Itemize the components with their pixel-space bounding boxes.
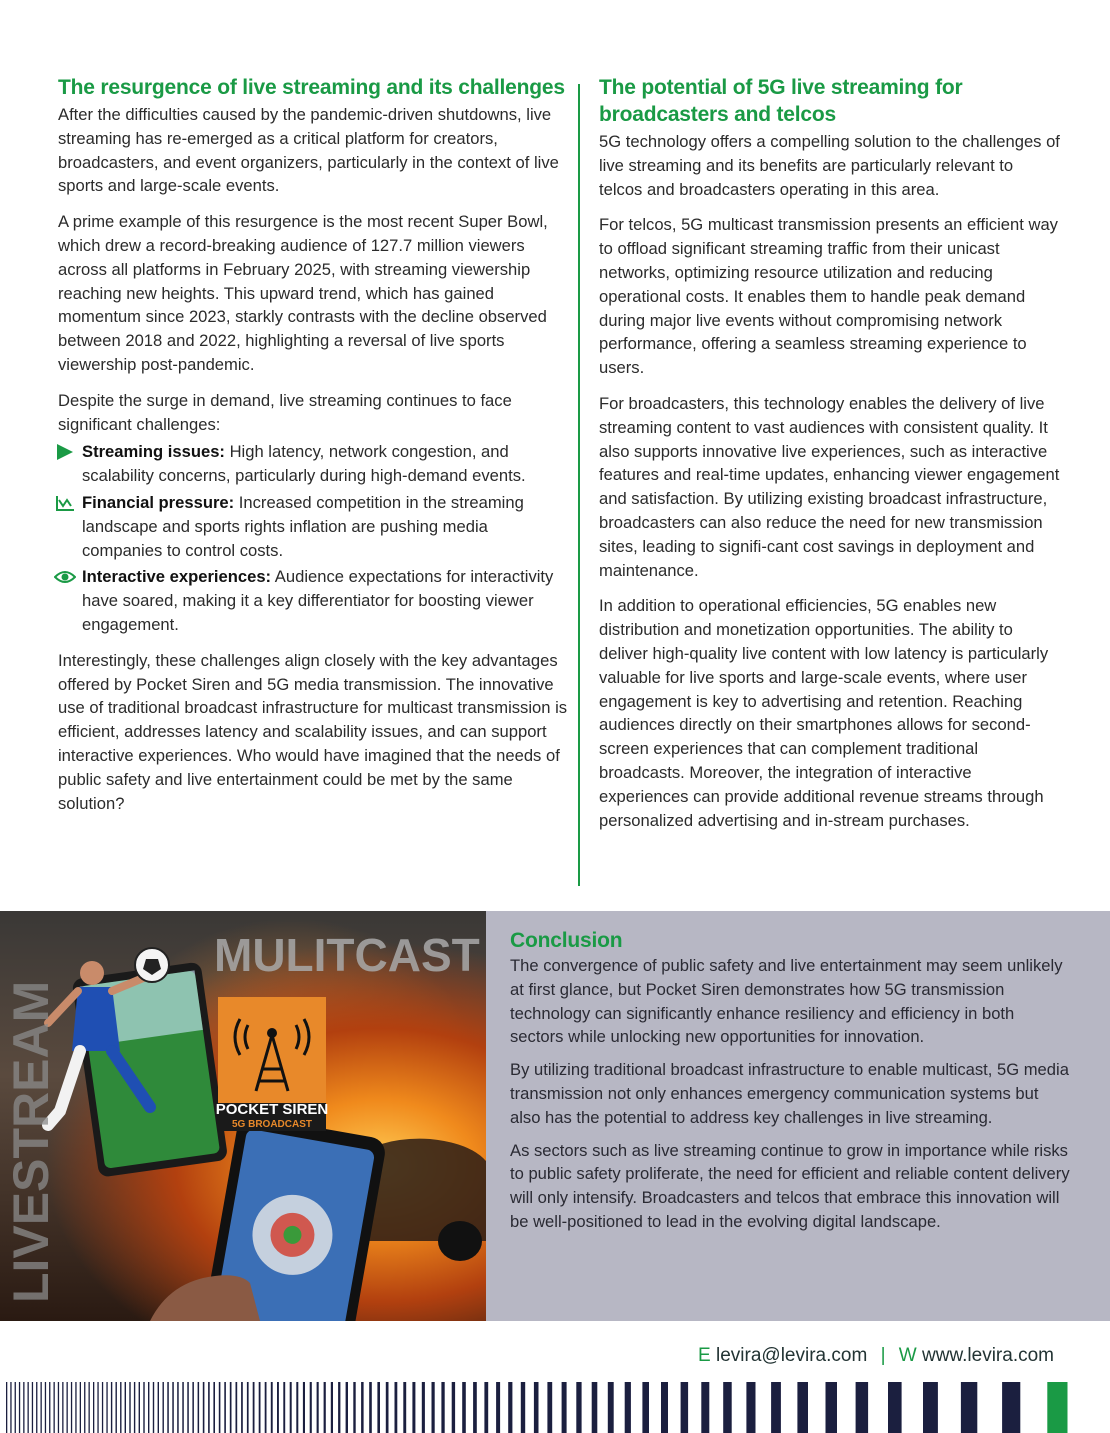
barcode-bar [484, 1382, 488, 1433]
barcode-bar [441, 1382, 444, 1433]
barcode-bar [111, 1382, 112, 1433]
section-heading-resurgence: The resurgence of live streaming and its challenges [58, 76, 565, 99]
web-key: W [898, 1345, 917, 1366]
barcode-bar [247, 1382, 249, 1433]
barcode-bar [75, 1382, 76, 1433]
barcode-bar [172, 1382, 174, 1433]
barcode-bar [856, 1382, 869, 1433]
bullet-title: Streaming issues: [82, 442, 225, 462]
bottom-band [0, 911, 1110, 1321]
barcode-bar [163, 1382, 164, 1433]
barcode-bar [386, 1382, 389, 1433]
barcode-bar [259, 1382, 261, 1433]
barcode-bar [361, 1382, 364, 1433]
barcode-bar [67, 1382, 68, 1433]
contact-separator: | [880, 1345, 886, 1366]
left-column [58, 74, 568, 827]
barcode-bar [58, 1382, 59, 1433]
barcode-bar [10, 1382, 11, 1433]
barcode-bar [534, 1382, 539, 1433]
barcode-bar [283, 1382, 285, 1433]
barcode-bar [153, 1382, 154, 1433]
barcode-bar [45, 1382, 46, 1433]
barcode-bar [6, 1382, 7, 1433]
barcode-bar [167, 1382, 169, 1433]
barcode-bar [1047, 1382, 1067, 1433]
barcode-bar [224, 1382, 226, 1433]
eye-icon [54, 568, 76, 586]
barcode-bar [89, 1382, 90, 1433]
barcode-bar [353, 1382, 355, 1433]
bullet-text: Audience expectations for interactivity have soared, making it a key differentiator for boosting viewer engagement. [82, 567, 554, 634]
email-link[interactable]: levira@levira.com [716, 1345, 868, 1366]
barcode-bar [49, 1382, 50, 1433]
barcode-bar [106, 1382, 107, 1433]
barcode-bar [192, 1382, 194, 1433]
barcode-bar [452, 1382, 455, 1433]
barcode-bar [547, 1382, 552, 1433]
barcode-bar [271, 1382, 273, 1433]
barcode-bar [346, 1382, 348, 1433]
barcode-bar [642, 1382, 649, 1433]
barcode-bar [139, 1382, 140, 1433]
barcode-bar [562, 1382, 567, 1433]
barcode-bar [62, 1382, 63, 1433]
barcode-bar [129, 1382, 130, 1433]
barcode-bar [36, 1382, 37, 1433]
paragraph: For broadcasters, this technology enables the delivery of live streaming content to vast audiences with consistent quality. It also supports innovative live experiences, such as interactive features and real-time updates, enhancing viewer engagement and satisfaction. By utilizing existing broadcast infrastructure, broadcasters can also reduce the need for new transmission sites, leading to signifi-cant cost savings in deployment and maintenance. [599, 393, 1060, 580]
barcode-bar [177, 1382, 179, 1433]
barcode-bar [422, 1382, 425, 1433]
barcode-bar [198, 1382, 200, 1433]
barcode-bar [496, 1382, 500, 1433]
barcode-bar [608, 1382, 614, 1433]
paragraph: For telcos, 5G multicast transmission presents an efficient way to offload significant streaming traffic from their unicast networks, optimizing resource utilization and reducing operational costs. It enables them to handle peak demand during major live events without compromising network performance, offering a seamless streaming experience to users. [599, 215, 1058, 378]
barcode-bar [771, 1382, 781, 1433]
right-column [599, 74, 1061, 844]
decorative-barcode-strip [0, 1382, 1110, 1433]
barcode-bar [303, 1382, 305, 1433]
conclusion-panel [486, 911, 1110, 1321]
paragraph: In addition to operational efficiencies, 5G enables new distribution and monetization opportunities. The ability to deliver high-quality live content with low latency is particularly valuable for live sports and large-scale events, where user engagement is key to advertising and retention. Reaching audiences directly on their smartphones allows for second-screen experiences that can complement traditional broadcasts. Moreover, the integration of interactive experiences can provide additional revenue streams through personalized advertising and in-stream purchases. [599, 596, 1049, 830]
barcode-bar [412, 1382, 415, 1433]
barcode-bar [681, 1382, 689, 1433]
barcode-bar [290, 1382, 292, 1433]
challenges-list [58, 440, 568, 636]
barcode-bar [521, 1382, 525, 1433]
barcode-bar [403, 1382, 406, 1433]
barcode-bar [462, 1382, 466, 1433]
list-item [58, 565, 568, 636]
barcode-bar [377, 1382, 380, 1433]
barcode-bar [213, 1382, 215, 1433]
barcode-bar [219, 1382, 221, 1433]
bullet-text: High latency, network congestion, and scalability concerns, particularly during high-demand events. [82, 442, 526, 486]
brand-subtitle: 5G BROADCAST [231, 1119, 313, 1130]
barcode-bar [97, 1382, 98, 1433]
barcode-bar [93, 1382, 94, 1433]
paragraph: 5G technology offers a compelling solution to the challenges of live streaming and its benefits are particularly relevant to telcos and broadcasters operating in this area. [599, 132, 1060, 199]
column-divider [578, 84, 580, 886]
barcode-bar [797, 1382, 808, 1433]
barcode-bar [701, 1382, 709, 1433]
list-item [58, 440, 568, 488]
barcode-bar [236, 1382, 238, 1433]
barcode-bar [253, 1382, 255, 1433]
barcode-bar [923, 1382, 938, 1433]
paragraph: As sectors such as live streaming continue to grow in importance while risks to public safety proliferate, the need for efficient and reliable content delivery will only intensify. Broadcasters and telcos that embrace this innovation will be well-positioned to lead in the evolving digital landscape. [510, 1140, 1070, 1231]
barcode-bar [625, 1382, 631, 1433]
barcode-bar [120, 1382, 121, 1433]
chart-trend-icon [54, 494, 76, 512]
barcode-bar [296, 1382, 298, 1433]
barcode-bar [277, 1382, 279, 1433]
brand-name: POCKET SIREN [215, 1101, 329, 1118]
barcode-bar [208, 1382, 210, 1433]
barcode-bar [116, 1382, 117, 1433]
barcode-bar [71, 1382, 72, 1433]
barcode-bar [84, 1382, 85, 1433]
barcode-bar [32, 1382, 33, 1433]
barcode-bar [826, 1382, 838, 1433]
bullet-title: Interactive experiences: [82, 567, 272, 587]
livestream-vertical-text: LIVESTREAM [3, 980, 59, 1303]
barcode-bar [102, 1382, 103, 1433]
barcode-bar [54, 1382, 55, 1433]
multicast-overlay-text: MULITCAST [214, 929, 480, 981]
barcode-bar [41, 1382, 42, 1433]
barcode-bar [473, 1382, 477, 1433]
barcode-bar [187, 1382, 189, 1433]
barcode-bar [395, 1382, 398, 1433]
barcode-bar [1002, 1382, 1020, 1433]
barcode-bar [432, 1382, 435, 1433]
barcode-bar [961, 1382, 977, 1433]
barcode-bar [241, 1382, 243, 1433]
paragraph: A prime example of this resurgence is the most recent Super Bowl, which drew a record-breaking audience of 127.7 million viewers across all platforms in February 2025, with streaming viewership reaching new heights. This upward trend, which has gained momentum since 2023, starkly contrasts with the decline observed between 2018 and 2022, highlighting a reversal of live sports viewership post-pandemic. [58, 212, 548, 374]
bullet-text: Increased competition in the streaming landscape and sports rights inflation are pushing media companies to control costs. [82, 492, 524, 560]
paragraph: After the difficulties caused by the pandemic-driven shutdowns, live streaming has re-emerged as a critical platform for creators, broadcasters, and event organizers, particularly in the context of live sports and large-scale events. [58, 105, 559, 196]
barcode-bar [324, 1382, 326, 1433]
barcode-bar [338, 1382, 340, 1433]
paragraph: Despite the surge in demand, live streaming continues to face significant challenges: [58, 390, 512, 434]
bullet-title: Financial pressure: [82, 492, 235, 512]
barcode-bar [888, 1382, 902, 1433]
barcode-bar [158, 1382, 159, 1433]
barcode-bar [310, 1382, 312, 1433]
contact-line [698, 1345, 1054, 1367]
section-heading-5g-potential: The potential of 5G live streaming for broadcasters and telcos [599, 76, 963, 126]
barcode-bar [317, 1382, 319, 1433]
paragraph: Interestingly, these challenges align closely with the key advantages offered by Pocket Siren and 5G media transmission. The innovative use of traditional broadcast infrastructure for multicast transmission is efficient, addresses latency and scalability issues, and can support interactive experiences. Who would have imagined that the needs of public safety and live entertainment could be met by the same solution? [58, 650, 568, 813]
barcode-bar [369, 1382, 372, 1433]
barcode-bar [148, 1382, 149, 1433]
email-key: E [698, 1345, 711, 1366]
barcode-bar [15, 1382, 16, 1433]
barcode-bar [80, 1382, 81, 1433]
barcode-bar [125, 1382, 126, 1433]
barcode-bar [661, 1382, 668, 1433]
conclusion-heading: Conclusion [510, 929, 623, 952]
list-item [58, 491, 568, 562]
barcode-bar [723, 1382, 732, 1433]
promo-collage-image [0, 911, 486, 1321]
barcode-bar [143, 1382, 144, 1433]
barcode-bar [28, 1382, 29, 1433]
collage-art [0, 911, 486, 1321]
barcode-bar [134, 1382, 135, 1433]
website-link[interactable]: www.levira.com [922, 1345, 1054, 1366]
paragraph: The convergence of public safety and live entertainment may seem unlikely at first glance, but Pocket Siren demonstrates how 5G transmission technology can significantly enhance resiliency and efficiency in both sectors while unlocking new opportunities for innovation. [510, 956, 1063, 1047]
barcode-bar [331, 1382, 333, 1433]
barcode-bar [23, 1382, 24, 1433]
barcode-bar [203, 1382, 205, 1433]
barcode-bar [576, 1382, 581, 1433]
barcode-bar [746, 1382, 755, 1433]
play-triangle-icon [54, 443, 76, 461]
barcode-bar [19, 1382, 20, 1433]
barcode-bar [592, 1382, 598, 1433]
paragraph: By utilizing traditional broadcast infrastructure to enable multicast, 5G media transmission not only enhances emergency communication systems but also has the potential to address key challenges in live streaming. [510, 1060, 1069, 1127]
barcode-bar [182, 1382, 184, 1433]
barcode-bar [508, 1382, 512, 1433]
barcode-bar [265, 1382, 267, 1433]
barcode-bar [230, 1382, 232, 1433]
